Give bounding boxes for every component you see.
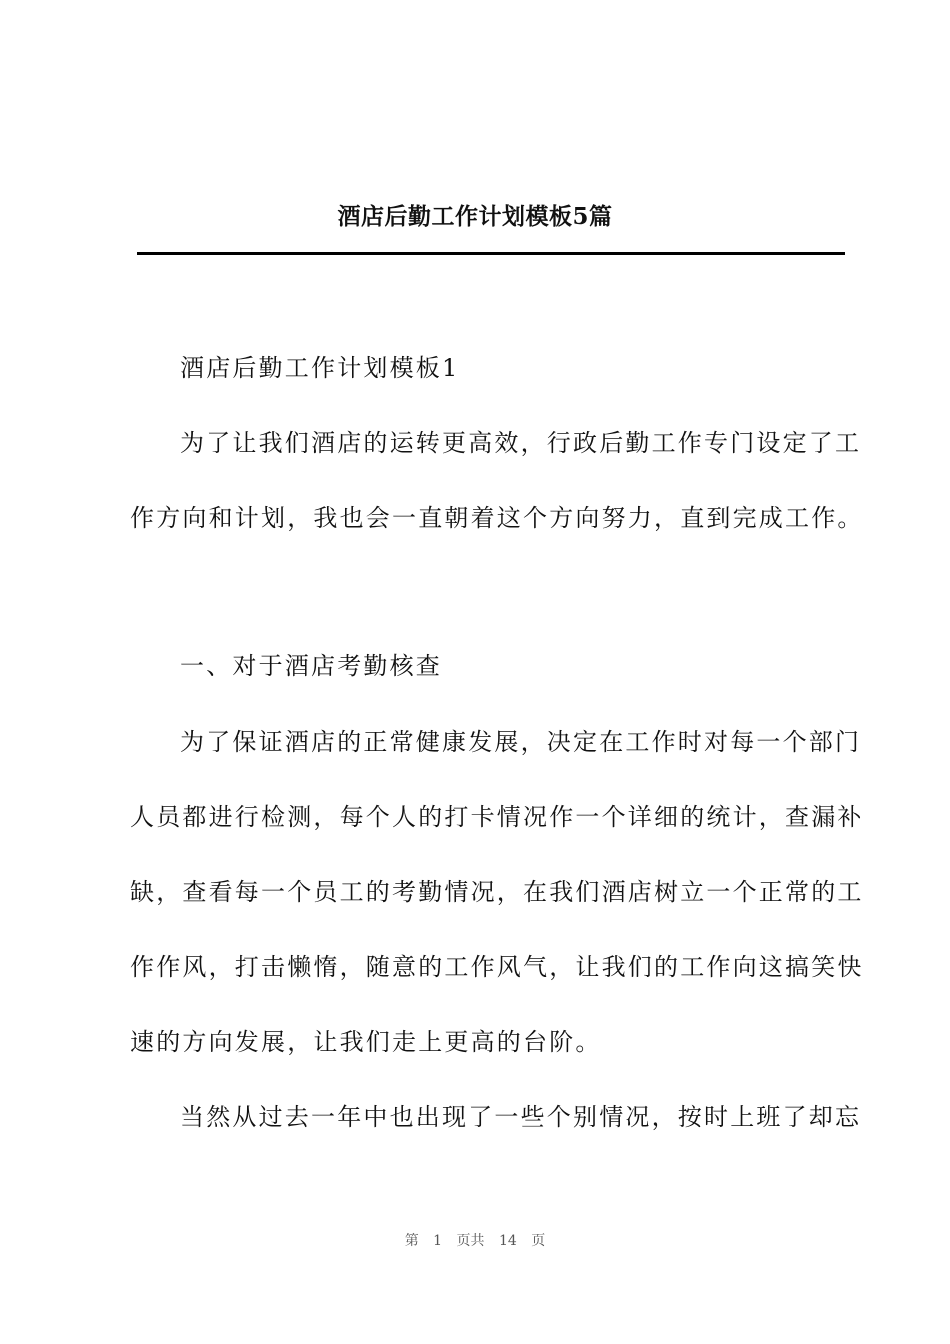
footer-middle: 页共 <box>456 1233 485 1249</box>
paragraph-line: 速的方向发展，让我们走上更高的台阶。 <box>130 1028 602 1056</box>
paragraph-line: 为了让我们酒店的运转更高效，行政后勤工作专门设定了工 <box>180 429 862 457</box>
footer-prefix: 第 <box>404 1233 419 1249</box>
paragraph-line: 缺，查看每一个员工的考勤情况，在我们酒店树立一个正常的工 <box>130 878 864 906</box>
section-heading: 酒店后勤工作计划模板1 <box>180 354 460 382</box>
document-title: 酒店后勤工作计划模板5篇 <box>337 203 613 230</box>
paragraph-line: 为了保证酒店的正常健康发展，决定在工作时对每一个部门 <box>180 728 862 756</box>
paragraph-line: 作方向和计划，我也会一直朝着这个方向努力，直到完成工作。 <box>130 504 864 532</box>
section-heading: 一、对于酒店考勤核查 <box>180 652 442 680</box>
footer-page-number: 1 <box>433 1233 443 1249</box>
footer-suffix: 页 <box>531 1233 546 1249</box>
paragraph-line: 人员都进行检测，每个人的打卡情况作一个详细的统计，查漏补 <box>130 803 864 831</box>
paragraph-line: 当然从过去一年中也出现了一些个别情况，按时上班了却忘 <box>180 1103 862 1131</box>
title-divider <box>137 252 845 255</box>
page-footer <box>0 1230 950 1250</box>
footer-total-pages: 14 <box>499 1233 517 1249</box>
paragraph-line: 作作风，打击懒惰，随意的工作风气，让我们的工作向这搞笑快 <box>130 953 864 981</box>
